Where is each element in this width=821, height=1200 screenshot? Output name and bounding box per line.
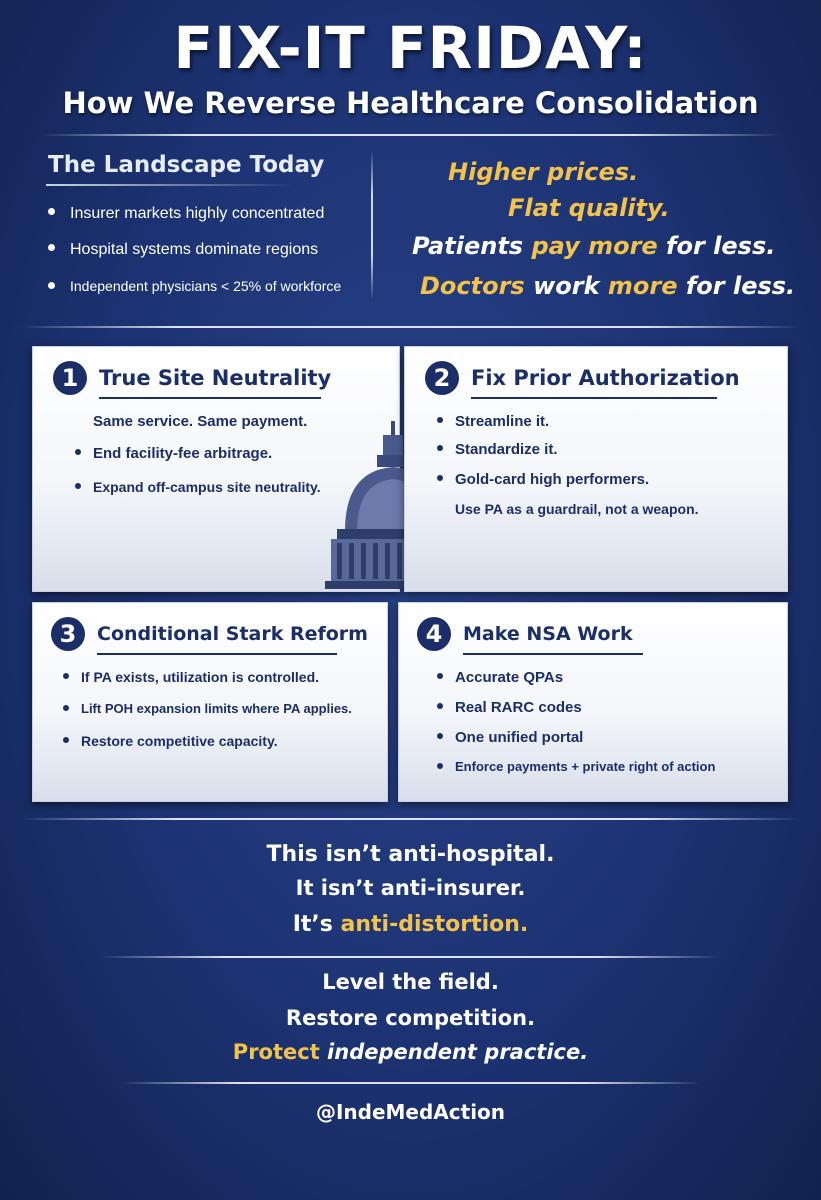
bullet-icon — [437, 673, 443, 679]
bullet-icon — [75, 449, 81, 455]
bullet-icon — [437, 763, 443, 769]
card-prior-authorization — [404, 346, 788, 592]
bullet-icon — [437, 445, 443, 451]
card-nsa — [398, 602, 788, 802]
card-title-underline — [463, 653, 643, 655]
bullet-icon — [437, 733, 443, 739]
impact-line-2: Flat quality. — [508, 194, 670, 222]
bullet-icon — [63, 673, 69, 679]
card-title: True Site Neutrality — [99, 366, 332, 390]
landscape-item: Insurer markets highly concentrated — [48, 202, 341, 238]
card-title-underline — [471, 397, 717, 399]
number-badge: 2 — [425, 361, 459, 395]
section-divider — [20, 818, 801, 820]
card-header — [51, 617, 368, 651]
card-line: Restore competitive capacity. — [63, 733, 278, 749]
card-line: Enforce payments + private right of action — [437, 759, 715, 774]
card-title: Conditional Stark Reform — [97, 623, 368, 645]
bullet-icon — [437, 417, 443, 423]
card-line: Accurate QPAs — [437, 669, 563, 686]
impact-line-4: Doctors work more for less. — [420, 272, 796, 300]
card-line: Gold-card high performers. — [437, 471, 649, 488]
landscape-underline — [46, 184, 296, 186]
call-line-1: Level the field. — [322, 970, 499, 994]
section-divider — [20, 326, 801, 328]
section-divider — [100, 956, 721, 958]
bullet-icon — [75, 483, 81, 489]
card-site-neutrality — [32, 346, 400, 592]
card-header — [417, 617, 633, 651]
number-badge: 4 — [417, 617, 451, 651]
bullet-icon — [63, 705, 69, 711]
bullet-icon — [48, 208, 55, 215]
card-line: One unified portal — [437, 729, 583, 746]
number-badge: 3 — [51, 617, 85, 651]
card-header — [425, 361, 740, 395]
impact-line-3: Patients pay more for less. — [412, 232, 776, 260]
header-divider — [40, 134, 781, 136]
landscape-heading: The Landscape Today — [48, 152, 325, 178]
closing-line-1: This isn’t anti-hospital. — [266, 842, 555, 867]
landscape-list — [48, 202, 341, 310]
footer-divider — [120, 1082, 701, 1084]
page-subtitle: How We Reverse Healthcare Consolidation — [62, 86, 759, 120]
closing-line-2: It isn’t anti-insurer. — [295, 876, 526, 900]
card-line: End facility-fee arbitrage. — [75, 445, 272, 462]
bullet-icon — [437, 703, 443, 709]
card-line: Use PA as a guardrail, not a weapon. — [455, 501, 699, 517]
card-line: If PA exists, utilization is controlled. — [63, 669, 319, 685]
page-title: FIX-IT FRIDAY: — [173, 14, 648, 82]
card-title-underline — [97, 653, 337, 655]
bullet-icon — [437, 475, 443, 481]
call-line-3: Protect independent practice. — [232, 1040, 589, 1064]
card-line: Expand off-campus site neutrality. — [75, 479, 321, 495]
bullet-icon — [63, 737, 69, 743]
landscape-item: Hospital systems dominate regions — [48, 238, 341, 274]
social-handle[interactable]: @IndeMedAction — [315, 1100, 506, 1124]
closing-line-3: It’s anti-distortion. — [292, 912, 529, 937]
number-badge: 1 — [53, 361, 87, 395]
bullet-icon — [48, 282, 55, 289]
vertical-divider — [371, 150, 373, 300]
card-stark-reform — [32, 602, 388, 802]
card-title-underline — [99, 397, 321, 399]
card-title: Make NSA Work — [463, 623, 633, 645]
card-line: Same service. Same payment. — [93, 413, 308, 430]
bullet-icon — [48, 244, 55, 251]
card-line: Streamline it. — [437, 413, 549, 430]
card-line: Lift POH expansion limits where PA applies. — [63, 701, 352, 716]
card-line: Real RARC codes — [437, 699, 582, 716]
card-title: Fix Prior Authorization — [471, 366, 740, 390]
card-line: Standardize it. — [437, 441, 558, 458]
impact-line-1: Higher prices. — [448, 158, 639, 186]
landscape-item: Independent physicians < 25% of workforce — [48, 274, 341, 310]
call-line-2: Restore competition. — [285, 1006, 536, 1030]
card-header — [53, 361, 331, 395]
